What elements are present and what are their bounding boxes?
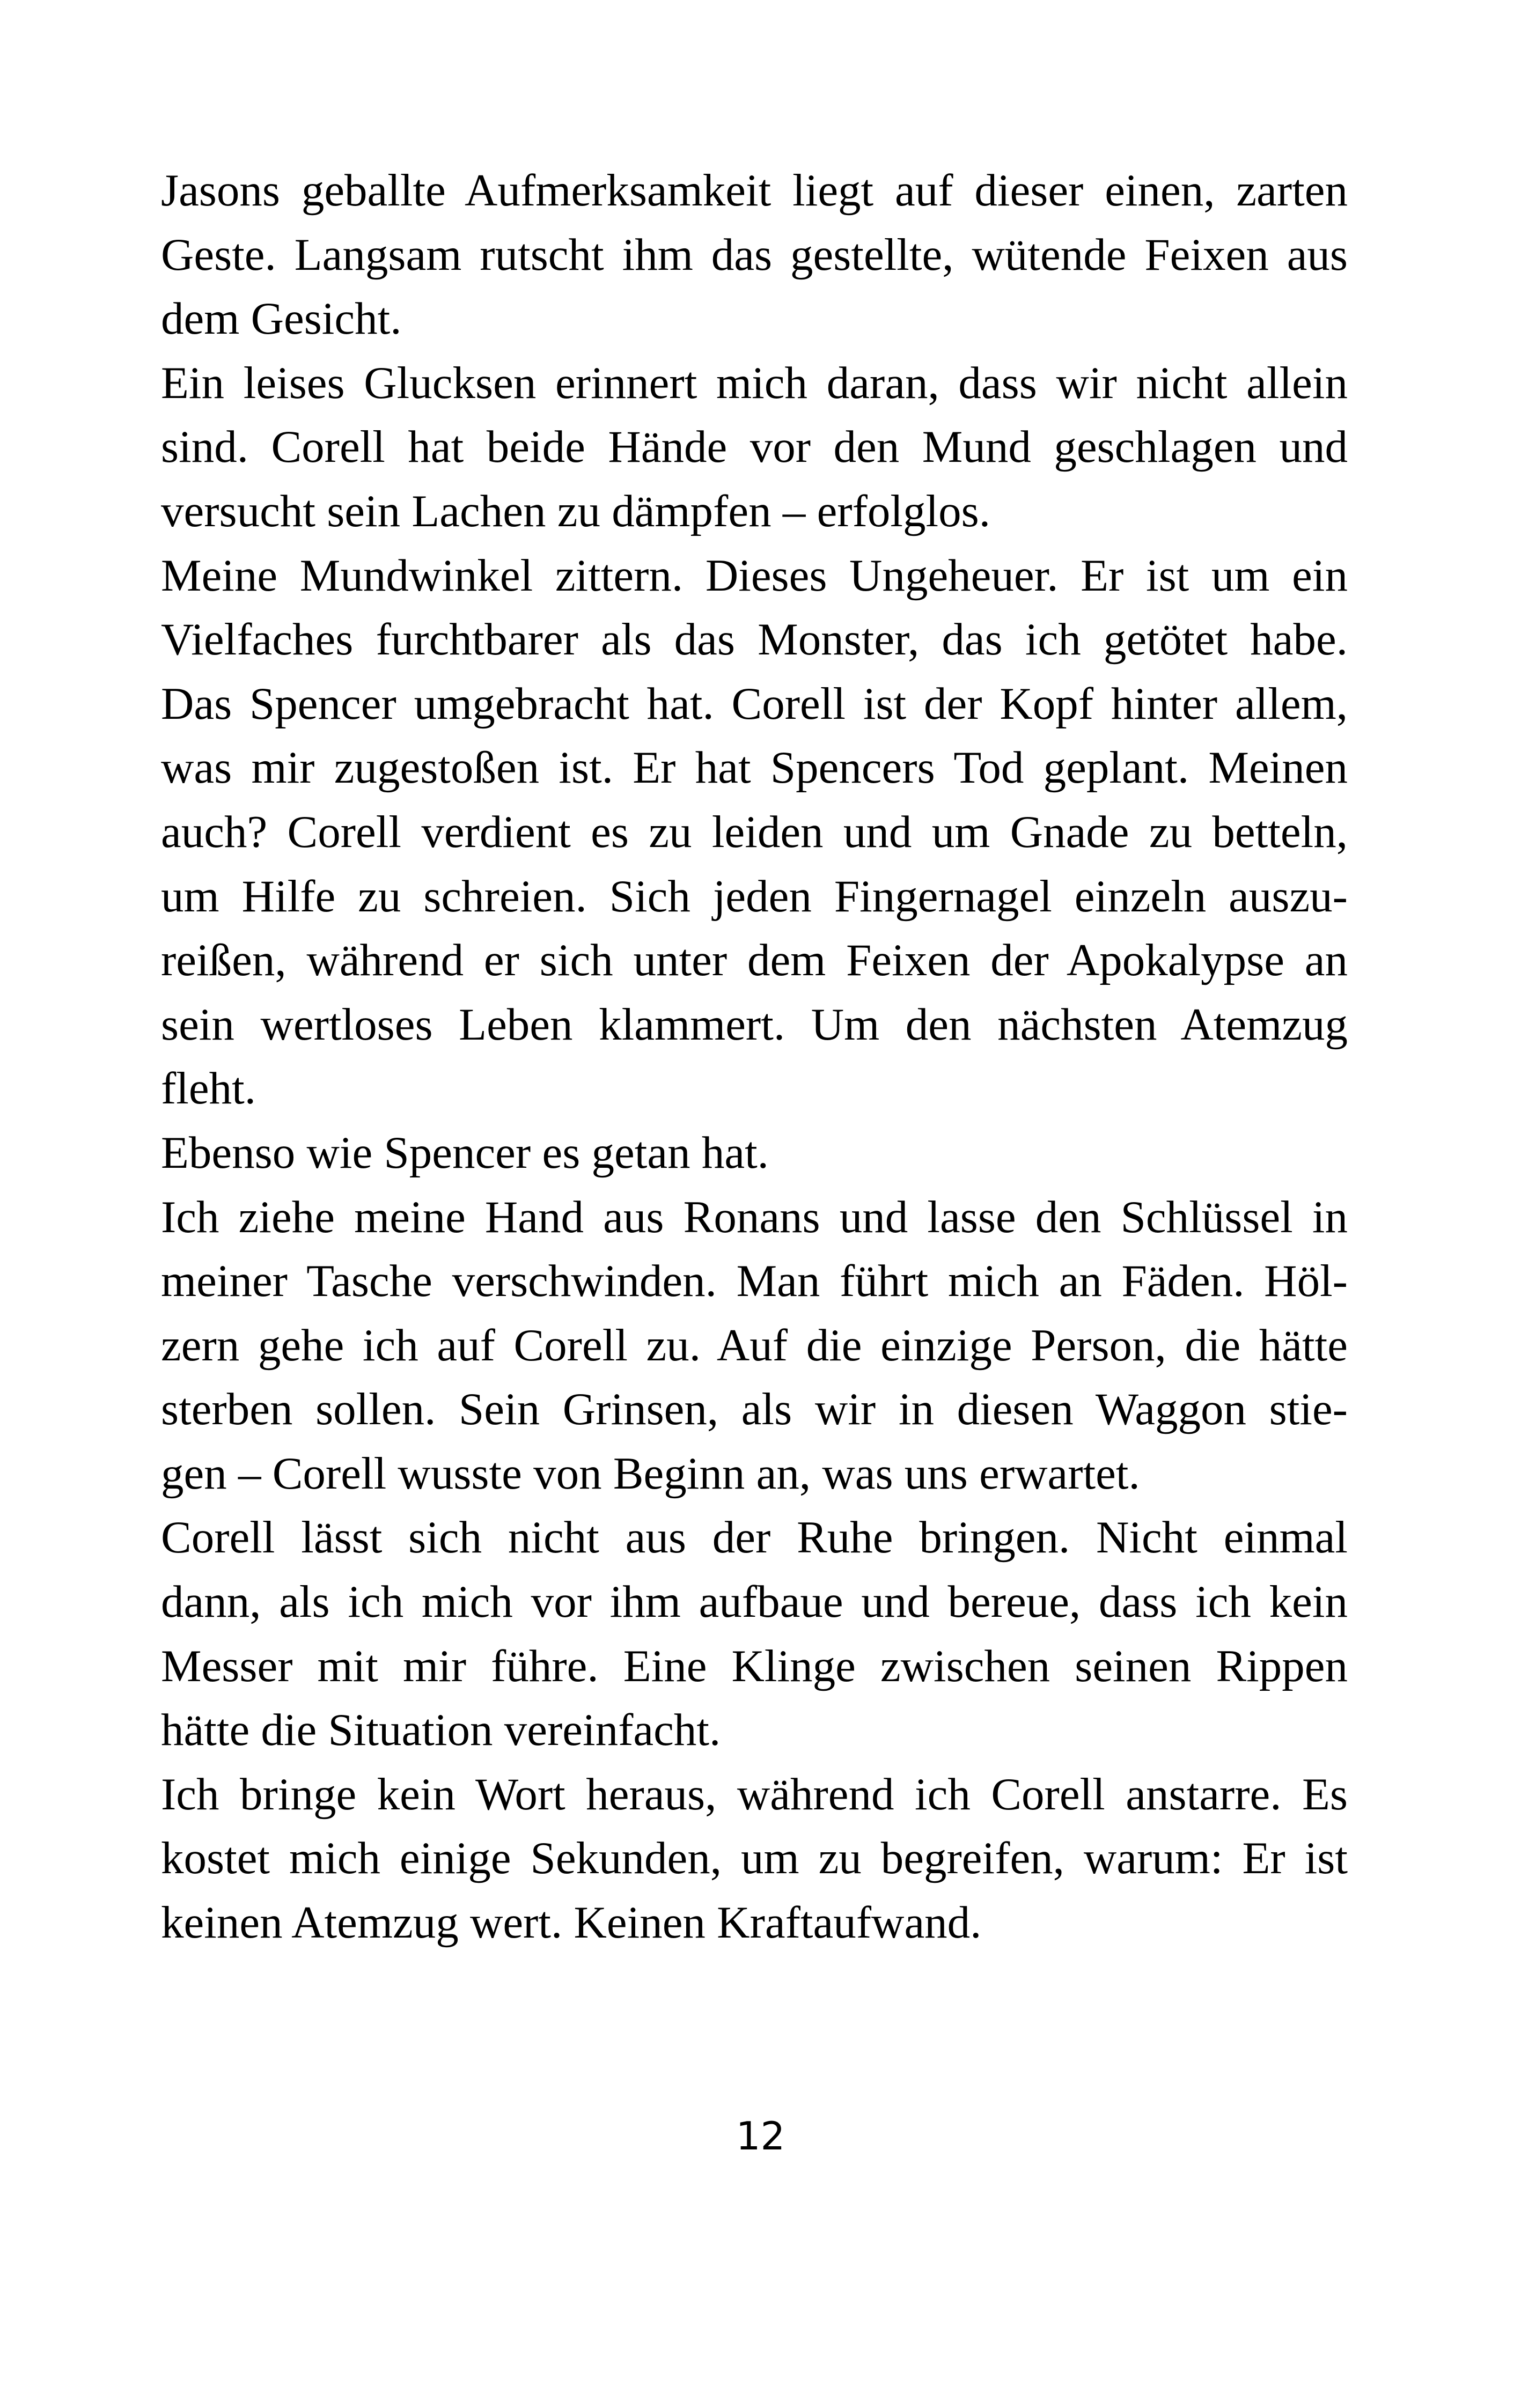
text-line: sind. Corell hat beide Hände vor den Mund geschlagen und	[161, 422, 1348, 473]
text-line: Vielfaches furchtbarer als das Monster, das ich getötet habe.	[161, 614, 1348, 665]
text-line: Ich ziehe meine Hand aus Ronans und lasse den Schlüssel in	[161, 1191, 1348, 1242]
text-line: fleht.	[161, 1063, 256, 1114]
text-line: Ebenso wie Spencer es getan hat.	[161, 1127, 769, 1178]
text-line: um Hilfe zu schreien. Sich jeden Fingernagel einzeln auszu-	[161, 871, 1348, 922]
text-line: sein wertloses Leben klammert. Um den nächsten Atemzug	[161, 999, 1348, 1050]
text-line: Geste. Langsam rutscht ihm das gestellte, wütende Feixen aus	[161, 229, 1348, 280]
text-line: Ich bringe kein Wort heraus, während ich Corell anstarre. Es	[161, 1769, 1348, 1820]
text-line: keinen Atemzug wert. Keinen Kraftaufwand.	[161, 1897, 982, 1948]
text-line: zern gehe ich auf Corell zu. Auf die einzige Person, die hätte	[161, 1320, 1348, 1371]
text-line: kostet mich einige Sekunden, um zu begreifen, warum: Er ist	[161, 1833, 1348, 1884]
text-line: gen – Corell wusste von Beginn an, was uns erwartet.	[161, 1448, 1140, 1499]
text-line: Corell lässt sich nicht aus der Ruhe bringen. Nicht einmal	[161, 1512, 1348, 1563]
body-text	[161, 159, 1348, 1955]
page-number: 12	[736, 2114, 785, 2159]
text-line: sterben sollen. Sein Grinsen, als wir in diesen Waggon stie-	[161, 1384, 1348, 1435]
text-line: Ein leises Glucksen erinnert mich daran, dass wir nicht allein	[161, 357, 1348, 408]
text-line: Messer mit mir führe. Eine Klinge zwischen seinen Rippen	[161, 1640, 1348, 1691]
text-line: dem Gesicht.	[161, 293, 402, 344]
text-line: was mir zugestoßen ist. Er hat Spencers Tod geplant. Meinen	[161, 742, 1348, 793]
text-line: Meine Mundwinkel zittern. Dieses Ungeheuer. Er ist um ein	[161, 550, 1348, 601]
text-line: versucht sein Lachen zu dämpfen – erfolglos.	[161, 485, 990, 536]
text-line: meiner Tasche verschwinden. Man führt mich an Fäden. Höl-	[161, 1256, 1348, 1307]
text-line: hätte die Situation vereinfacht.	[161, 1705, 721, 1756]
text-line: Das Spencer umgebracht hat. Corell ist der Kopf hinter allem,	[161, 678, 1348, 729]
text-line: reißen, während er sich unter dem Feixen der Apokalypse an	[161, 935, 1348, 986]
text-line: Jasons geballte Aufmerksamkeit liegt auf dieser einen, zarten	[161, 165, 1348, 216]
text-line: auch? Corell verdient es zu leiden und um Gnade zu betteln,	[161, 806, 1348, 857]
text-line: dann, als ich mich vor ihm aufbaue und bereue, dass ich kein	[161, 1577, 1348, 1628]
